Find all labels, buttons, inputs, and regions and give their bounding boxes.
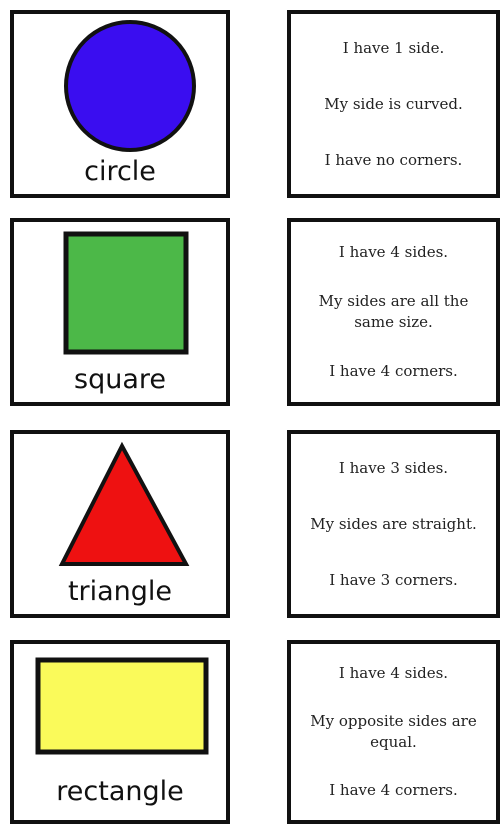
info-card-triangle [287,430,500,618]
shape-label: circle [84,156,156,187]
fact-text: I have 4 sides. [338,664,449,683]
info-card-circle [287,10,500,198]
shape-label: rectangle [56,776,184,807]
fact-text: My sides are straight. [310,514,477,533]
fact-text: I have 3 corners. [329,570,458,589]
fact-text: My opposite sides are equal. [310,711,477,751]
fact-text: I have no corners. [324,150,463,169]
fact-text: I have 4 corners. [329,780,458,799]
fact-text: My side is curved. [324,94,463,113]
info-card-square [287,218,500,406]
info-card-rectangle [287,640,500,824]
shape-label: square [74,364,166,395]
shape-card-triangle [10,430,230,618]
shape-card-rectangle [10,640,230,824]
fact-text: I have 1 side. [342,38,445,57]
shape-card-square [10,218,230,406]
fact-text: I have 4 corners. [329,362,458,380]
shape-card-circle [10,10,230,198]
shape-label: triangle [67,576,173,607]
fact-text: My sides are all the same size. [318,292,469,331]
fact-text: I have 4 sides. [338,243,449,261]
fact-text: I have 3 sides. [338,458,449,477]
